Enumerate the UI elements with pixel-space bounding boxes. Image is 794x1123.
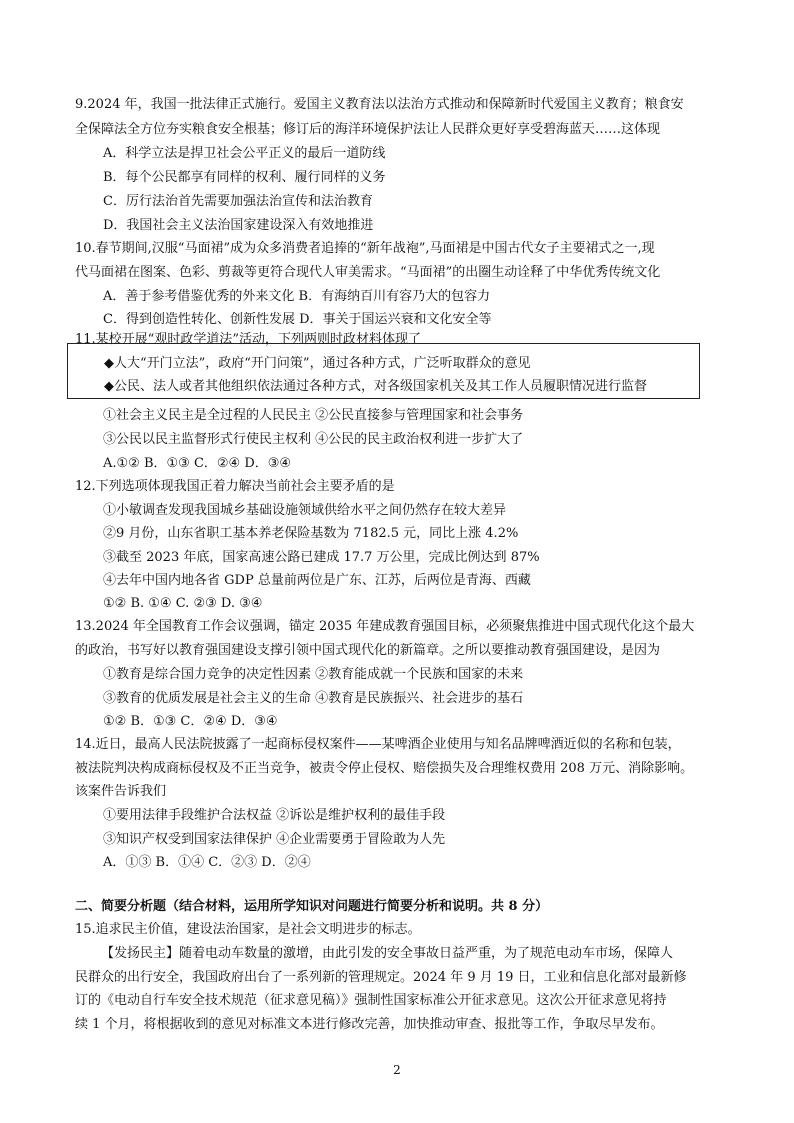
q13-stem-line2: 的政治，书写好以教育强国建设支撑引领中国式现代化的新篇章。之所以要推动教育强国建设，是因为 — [75, 643, 661, 658]
q13-options: ①② B．①③ C．②④ D．③④ — [103, 714, 278, 729]
q15-para-line1: 【发扬民主】随着电动车数量的激增，由此引发的安全事故日益严重，为了规范电动车市场，保障人 — [101, 946, 674, 961]
q14-stem-line2: 被法院判决构成商标侵权及不正当竞争，被责令停止侵权、赔偿损失及合理维权费用 208 万元、消除影响。 — [75, 761, 694, 776]
q12-item-4: ④去年中国内地各省 GDP 总量前两位是广东、江苏，后两位是青海、西藏 — [103, 573, 531, 588]
q13-stem-line1: 13.2024 年全国教育工作会议强调，锚定 2035 年建成教育强国目标，必须聚焦推进中国式现代化这个最大 — [75, 619, 695, 634]
q15-para-line4: 续 1 个月，将根据收到的意见对标准文本进行修改完善，加快推动审查、报批等工作，争取尽早发布。 — [75, 1017, 664, 1032]
q11-items-row1: ①社会主义民主是全过程的人民民主 ②公民直接参与管理国家和社会事务 — [103, 408, 524, 423]
q12-item-2: ②9 月份，山东省职工基本养老保险基数为 7182.5 元，同比上涨 4.2% — [103, 526, 519, 541]
q13-items-row1: ①教育是综合国力竞争的决定性因素 ②教育能成就一个民族和国家的未来 — [103, 667, 524, 682]
page-number: 2 — [393, 1063, 401, 1077]
q15-para-line2: 民群众的出行安全，我国政府出台了一系列新的管理规定。2024 年 9 月 19 日，工业和信息化部对最新修 — [75, 970, 687, 985]
q9-option-c: C．厉行法治首先需要加强法治宣传和法治教育 — [103, 194, 373, 209]
q14-options: A．①③ B．①④ C．②③ D．②④ — [103, 855, 311, 870]
q10-stem-line2: 代马面裙在图案、色彩、剪裁等更符合现代人审美需求。“马面裙”的出圈生动诠释了中华优秀传统文化 — [75, 265, 661, 280]
q10-stem-line1: 10.春节期间,汉服“马面裙”成为众多消费者追捧的“新年战袍”,马面裙是中国古代女子主要裙式之一,现 — [75, 241, 655, 256]
q14-stem-line3: 该案件告诉我们 — [75, 784, 167, 799]
q12-item-1: ①小敏调查发现我国城乡基础设施领域供给水平之间仍然存在较大差异 — [103, 503, 507, 518]
q9-stem-line1: 9.2024 年，我国一批法律正式施行。爱国主义教育法以法治方式推动和保障新时代爱国主义教育；粮食安 — [75, 97, 684, 112]
q11-options: A.①② B．①③ C．②④ D．③④ — [103, 456, 292, 471]
q13-items-row2: ③教育的优质发展是社会主义的生命 ④教育是民族振兴、社会进步的基石 — [103, 691, 524, 706]
q9-option-b: B．每个公民都享有同样的权利、履行同样的义务 — [103, 170, 386, 185]
q11-material-line1: ◆人大“开门立法”，政府“开门问策”，通过各种方式，广泛听取群众的意见 — [104, 356, 531, 371]
q11-items-row2: ③公民以民主监督形式行使民主权利 ④公民的民主政治权利进一步扩大了 — [103, 432, 524, 447]
q12-stem: 12.下列选项体现我国正着力解决当前社会主要矛盾的是 — [75, 479, 395, 494]
q15-para-line3: 订的《电动自行车安全技术规范（征求意见稿）》强制性国家标准公开征求意见。这次公开征求意见将持 — [75, 993, 667, 1008]
q12-item-3: ③截至 2023 年底，国家高速公路已建成 17.7 万公里，完成比例达到 87% — [103, 550, 540, 565]
q11-material-line2: ◆公民、法人或者其他组织依法通过各种方式，对各级国家机关及其工作人员履职情况进行监督 — [104, 379, 647, 394]
q14-items-row1: ①要用法律手段维护合法权益 ②诉讼是维护权利的最佳手段 — [103, 808, 446, 823]
q14-items-row2: ③知识产权受到国家法律保护 ④企业需要勇于冒险敢为人先 — [103, 832, 446, 847]
q14-stem-line1: 14.近日，最高人民法院披露了一起商标侵权案件——某啤酒企业使用与知名品牌啤酒近似的名称和包装， — [75, 737, 681, 752]
q15-stem: 15.追求民主价值，建设法治国家，是社会文明进步的标志。 — [75, 922, 421, 937]
section-2-heading: 二、简要分析题（结合材料，运用所学知识对问题进行简要分析和说明。共 8 分） — [75, 899, 549, 914]
q11-stem: 11.某校开展“观时政学道法”活动，下列两则时政材料体现了 — [75, 332, 421, 347]
q10-options-row2: C．得到创造性转化、创新性发展 D．事关于国运兴衰和文化安全等 — [103, 312, 492, 327]
q12-options: ①② B. ①④ C. ②③ D. ③④ — [103, 596, 263, 611]
q9-option-a: A．科学立法是捍卫社会公平正义的最后一道防线 — [103, 146, 386, 161]
q9-option-d: D．我国社会主义法治国家建设深入有效地推进 — [103, 218, 374, 233]
q9-stem-line2: 全保障法全方位夯实粮食安全根基；修订后的海洋环境保护法让人民群众更好享受碧海蓝天……这体现 — [75, 122, 661, 137]
q10-options-row1: A．善于参考借鉴优秀的外来文化 B．有海纳百川有容乃大的包容力 — [103, 289, 491, 304]
